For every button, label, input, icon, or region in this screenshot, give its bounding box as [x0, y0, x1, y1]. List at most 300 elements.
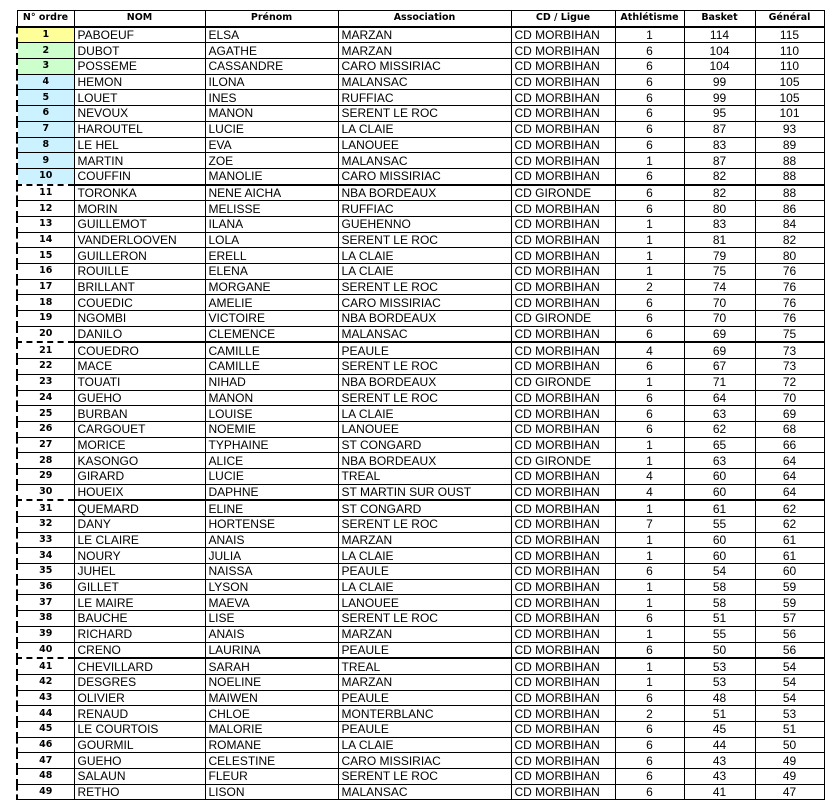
cell-basket: 75	[684, 264, 755, 280]
cell-athletisme: 6	[615, 753, 684, 769]
table-row	[17, 311, 824, 327]
cell-association: LA CLAIE	[338, 121, 511, 137]
cell-basket: 53	[684, 658, 755, 674]
table-row	[17, 421, 824, 437]
table-row	[17, 59, 824, 75]
cell-cd-ligue: CD MORBIHAN	[511, 753, 615, 769]
cell-cd-ligue: CD MORBIHAN	[511, 468, 615, 484]
cell-cd-ligue: CD GIRONDE	[511, 374, 615, 390]
header-association: Association	[338, 11, 511, 27]
cell-general: 86	[755, 201, 824, 217]
cell-nom: CRENO	[74, 642, 205, 658]
ranking-table	[16, 10, 825, 800]
cell-cd-ligue: CD MORBIHAN	[511, 216, 615, 232]
cell-general: 105	[755, 90, 824, 106]
cell-prenom: CHLOE	[205, 706, 338, 722]
cell-rank: 15	[17, 248, 74, 264]
cell-association: LA CLAIE	[338, 737, 511, 753]
cell-prenom: TYPHAINE	[205, 437, 338, 453]
cell-athletisme: 4	[615, 342, 684, 358]
cell-basket: 80	[684, 201, 755, 217]
table-row	[17, 185, 824, 201]
cell-prenom: MAEVA	[205, 595, 338, 611]
cell-association: MALANSAC	[338, 326, 511, 342]
table-row	[17, 532, 824, 548]
cell-rank: 7	[17, 121, 74, 137]
cell-prenom: NENE AICHA	[205, 185, 338, 201]
cell-prenom: LISE	[205, 611, 338, 627]
cell-nom: SALAUN	[74, 769, 205, 785]
cell-rank: 20	[17, 326, 74, 342]
cell-rank: 41	[17, 658, 74, 674]
cell-athletisme: 1	[615, 248, 684, 264]
cell-general: 89	[755, 137, 824, 153]
cell-association: CARO MISSIRIAC	[338, 59, 511, 75]
cell-athletisme: 6	[615, 406, 684, 422]
cell-rank: 38	[17, 611, 74, 627]
cell-prenom: LOLA	[205, 232, 338, 248]
cell-prenom: ANAIS	[205, 532, 338, 548]
cell-nom: LE MAIRE	[74, 595, 205, 611]
cell-prenom: ILANA	[205, 216, 338, 232]
cell-cd-ligue: CD MORBIHAN	[511, 532, 615, 548]
cell-nom: NGOMBI	[74, 311, 205, 327]
cell-athletisme: 6	[615, 784, 684, 800]
cell-cd-ligue: CD MORBIHAN	[511, 769, 615, 785]
table-row	[17, 690, 824, 706]
cell-cd-ligue: CD MORBIHAN	[511, 27, 615, 43]
cell-prenom: CASSANDRE	[205, 59, 338, 75]
cell-nom: OLIVIER	[74, 690, 205, 706]
cell-rank: 8	[17, 137, 74, 153]
cell-association: CARO MISSIRIAC	[338, 753, 511, 769]
cell-rank: 27	[17, 437, 74, 453]
cell-rank: 42	[17, 674, 74, 690]
cell-general: 88	[755, 168, 824, 184]
table-row	[17, 737, 824, 753]
cell-basket: 95	[684, 106, 755, 122]
cell-association: TREAL	[338, 468, 511, 484]
cell-rank: 13	[17, 216, 74, 232]
cell-association: LANOUEE	[338, 595, 511, 611]
cell-general: 70	[755, 390, 824, 406]
cell-association: SERENT LE ROC	[338, 611, 511, 627]
cell-nom: COUEDRO	[74, 342, 205, 358]
cell-cd-ligue: CD MORBIHAN	[511, 674, 615, 690]
cell-cd-ligue: CD MORBIHAN	[511, 548, 615, 564]
cell-nom: KASONGO	[74, 453, 205, 469]
cell-association: GUEHENNO	[338, 216, 511, 232]
cell-cd-ligue: CD MORBIHAN	[511, 201, 615, 217]
cell-rank: 16	[17, 264, 74, 280]
cell-basket: 60	[684, 484, 755, 500]
table-row	[17, 153, 824, 169]
cell-athletisme: 1	[615, 27, 684, 43]
cell-athletisme: 1	[615, 579, 684, 595]
cell-general: 54	[755, 674, 824, 690]
table-row	[17, 453, 824, 469]
cell-rank: 37	[17, 595, 74, 611]
cell-basket: 58	[684, 579, 755, 595]
cell-prenom: ERELL	[205, 248, 338, 264]
cell-nom: GUEHO	[74, 753, 205, 769]
cell-rank: 49	[17, 784, 74, 800]
cell-association: CARO MISSIRIAC	[338, 295, 511, 311]
cell-general: 88	[755, 153, 824, 169]
cell-athletisme: 6	[615, 43, 684, 59]
cell-general: 59	[755, 595, 824, 611]
cell-general: 64	[755, 453, 824, 469]
cell-association: SERENT LE ROC	[338, 517, 511, 533]
cell-association: RUFFIAC	[338, 201, 511, 217]
cell-association: SERENT LE ROC	[338, 769, 511, 785]
cell-rank: 28	[17, 453, 74, 469]
table-row	[17, 279, 824, 295]
cell-athletisme: 1	[615, 216, 684, 232]
cell-nom: GUEHO	[74, 390, 205, 406]
cell-cd-ligue: CD MORBIHAN	[511, 390, 615, 406]
cell-association: NBA BORDEAUX	[338, 453, 511, 469]
cell-association: NBA BORDEAUX	[338, 311, 511, 327]
cell-nom: NEVOUX	[74, 106, 205, 122]
cell-nom: GIRARD	[74, 468, 205, 484]
cell-athletisme: 4	[615, 468, 684, 484]
cell-prenom: MORGANE	[205, 279, 338, 295]
cell-rank: 31	[17, 500, 74, 516]
cell-basket: 43	[684, 769, 755, 785]
cell-nom: DESGRES	[74, 674, 205, 690]
cell-prenom: MELISSE	[205, 201, 338, 217]
cell-general: 88	[755, 185, 824, 201]
cell-general: 110	[755, 59, 824, 75]
table-row	[17, 168, 824, 184]
cell-cd-ligue: CD MORBIHAN	[511, 342, 615, 358]
table-row	[17, 201, 824, 217]
cell-association: TREAL	[338, 658, 511, 674]
cell-general: 76	[755, 279, 824, 295]
cell-basket: 71	[684, 374, 755, 390]
table-row	[17, 390, 824, 406]
cell-general: 64	[755, 484, 824, 500]
cell-basket: 43	[684, 753, 755, 769]
cell-basket: 63	[684, 406, 755, 422]
cell-association: NBA BORDEAUX	[338, 374, 511, 390]
cell-prenom: ELINE	[205, 500, 338, 516]
cell-cd-ligue: CD MORBIHAN	[511, 437, 615, 453]
cell-athletisme: 6	[615, 421, 684, 437]
cell-nom: DANY	[74, 517, 205, 533]
cell-prenom: ELENA	[205, 264, 338, 280]
cell-association: MONTERBLANC	[338, 706, 511, 722]
table-row	[17, 626, 824, 642]
cell-cd-ligue: CD MORBIHAN	[511, 564, 615, 580]
cell-association: SERENT LE ROC	[338, 232, 511, 248]
cell-cd-ligue: CD MORBIHAN	[511, 595, 615, 611]
table-row	[17, 517, 824, 533]
table-row	[17, 137, 824, 153]
cell-athletisme: 2	[615, 706, 684, 722]
cell-athletisme: 6	[615, 564, 684, 580]
cell-prenom: NOEMIE	[205, 421, 338, 437]
table-row	[17, 484, 824, 500]
cell-rank: 17	[17, 279, 74, 295]
cell-prenom: DAPHNE	[205, 484, 338, 500]
cell-athletisme: 6	[615, 721, 684, 737]
cell-rank: 10	[17, 168, 74, 184]
cell-basket: 44	[684, 737, 755, 753]
cell-basket: 53	[684, 674, 755, 690]
cell-cd-ligue: CD MORBIHAN	[511, 74, 615, 90]
cell-athletisme: 1	[615, 595, 684, 611]
cell-cd-ligue: CD MORBIHAN	[511, 121, 615, 137]
header-athletisme: Athlétisme	[615, 11, 684, 27]
cell-general: 57	[755, 611, 824, 627]
cell-athletisme: 1	[615, 453, 684, 469]
header-cd-ligue: CD / Ligue	[511, 11, 615, 27]
cell-association: MALANSAC	[338, 153, 511, 169]
cell-general: 62	[755, 500, 824, 516]
cell-cd-ligue: CD MORBIHAN	[511, 500, 615, 516]
cell-nom: CHEVILLARD	[74, 658, 205, 674]
cell-rank: 9	[17, 153, 74, 169]
cell-rank: 35	[17, 564, 74, 580]
cell-prenom: AMELIE	[205, 295, 338, 311]
cell-rank: 45	[17, 721, 74, 737]
cell-prenom: ILONA	[205, 74, 338, 90]
cell-prenom: CAMILLE	[205, 359, 338, 375]
cell-association: LANOUEE	[338, 137, 511, 153]
cell-athletisme: 6	[615, 185, 684, 201]
cell-basket: 64	[684, 390, 755, 406]
cell-cd-ligue: CD MORBIHAN	[511, 517, 615, 533]
table-row	[17, 326, 824, 342]
cell-prenom: NAISSA	[205, 564, 338, 580]
cell-association: PEAULE	[338, 721, 511, 737]
cell-cd-ligue: CD MORBIHAN	[511, 421, 615, 437]
cell-general: 73	[755, 342, 824, 358]
table-row	[17, 548, 824, 564]
cell-cd-ligue: CD GIRONDE	[511, 311, 615, 327]
cell-nom: VANDERLOOVEN	[74, 232, 205, 248]
cell-athletisme: 1	[615, 674, 684, 690]
cell-athletisme: 6	[615, 74, 684, 90]
cell-athletisme: 6	[615, 390, 684, 406]
cell-general: 56	[755, 642, 824, 658]
cell-nom: GOURMIL	[74, 737, 205, 753]
cell-prenom: MANON	[205, 106, 338, 122]
cell-prenom: NOELINE	[205, 674, 338, 690]
cell-general: 59	[755, 579, 824, 595]
cell-rank: 46	[17, 737, 74, 753]
cell-rank: 22	[17, 359, 74, 375]
cell-association: SERENT LE ROC	[338, 279, 511, 295]
cell-nom: NOURY	[74, 548, 205, 564]
cell-general: 76	[755, 264, 824, 280]
cell-association: LA CLAIE	[338, 406, 511, 422]
cell-cd-ligue: CD MORBIHAN	[511, 737, 615, 753]
cell-basket: 83	[684, 137, 755, 153]
cell-rank: 43	[17, 690, 74, 706]
cell-cd-ligue: CD MORBIHAN	[511, 279, 615, 295]
cell-basket: 55	[684, 517, 755, 533]
cell-rank: 4	[17, 74, 74, 90]
cell-association: ST MARTIN SUR OUST	[338, 484, 511, 500]
cell-nom: DANILO	[74, 326, 205, 342]
cell-nom: DUBOT	[74, 43, 205, 59]
cell-prenom: ANAIS	[205, 626, 338, 642]
table-row	[17, 784, 824, 800]
cell-nom: MARTIN	[74, 153, 205, 169]
cell-nom: GUILLEMOT	[74, 216, 205, 232]
cell-general: 66	[755, 437, 824, 453]
cell-cd-ligue: CD MORBIHAN	[511, 59, 615, 75]
table-row	[17, 342, 824, 358]
cell-nom: COUFFIN	[74, 168, 205, 184]
cell-prenom: NIHAD	[205, 374, 338, 390]
cell-rank: 25	[17, 406, 74, 422]
table-row	[17, 232, 824, 248]
cell-general: 110	[755, 43, 824, 59]
cell-prenom: AGATHE	[205, 43, 338, 59]
cell-general: 49	[755, 769, 824, 785]
cell-rank: 44	[17, 706, 74, 722]
cell-general: 50	[755, 737, 824, 753]
cell-rank: 30	[17, 484, 74, 500]
cell-general: 82	[755, 232, 824, 248]
cell-general: 56	[755, 626, 824, 642]
table-row	[17, 721, 824, 737]
cell-general: 115	[755, 27, 824, 43]
cell-general: 53	[755, 706, 824, 722]
cell-rank: 3	[17, 59, 74, 75]
cell-nom: QUEMARD	[74, 500, 205, 516]
table-row	[17, 106, 824, 122]
cell-cd-ligue: CD MORBIHAN	[511, 784, 615, 800]
cell-cd-ligue: CD MORBIHAN	[511, 359, 615, 375]
cell-cd-ligue: CD MORBIHAN	[511, 326, 615, 342]
cell-rank: 40	[17, 642, 74, 658]
cell-athletisme: 6	[615, 121, 684, 137]
cell-basket: 61	[684, 500, 755, 516]
cell-cd-ligue: CD MORBIHAN	[511, 248, 615, 264]
cell-athletisme: 6	[615, 326, 684, 342]
table-row	[17, 753, 824, 769]
cell-cd-ligue: CD MORBIHAN	[511, 642, 615, 658]
cell-prenom: LAURINA	[205, 642, 338, 658]
cell-prenom: JULIA	[205, 548, 338, 564]
cell-general: 105	[755, 74, 824, 90]
cell-rank: 1	[17, 27, 74, 43]
cell-prenom: INES	[205, 90, 338, 106]
cell-basket: 114	[684, 27, 755, 43]
cell-athletisme: 1	[615, 658, 684, 674]
cell-rank: 39	[17, 626, 74, 642]
cell-rank: 48	[17, 769, 74, 785]
cell-rank: 2	[17, 43, 74, 59]
header-basket: Basket	[684, 11, 755, 27]
cell-association: MARZAN	[338, 674, 511, 690]
cell-association: MARZAN	[338, 43, 511, 59]
cell-athletisme: 6	[615, 359, 684, 375]
cell-cd-ligue: CD MORBIHAN	[511, 611, 615, 627]
cell-nom: LE HEL	[74, 137, 205, 153]
cell-cd-ligue: CD MORBIHAN	[511, 406, 615, 422]
cell-basket: 51	[684, 611, 755, 627]
cell-athletisme: 1	[615, 153, 684, 169]
cell-rank: 6	[17, 106, 74, 122]
cell-rank: 12	[17, 201, 74, 217]
cell-nom: TOUATI	[74, 374, 205, 390]
header-general: Général	[755, 11, 824, 27]
cell-nom: LE COURTOIS	[74, 721, 205, 737]
cell-nom: LOUET	[74, 90, 205, 106]
cell-cd-ligue: CD MORBIHAN	[511, 137, 615, 153]
cell-nom: LE CLAIRE	[74, 532, 205, 548]
cell-athletisme: 1	[615, 626, 684, 642]
table-row	[17, 564, 824, 580]
cell-prenom: ALICE	[205, 453, 338, 469]
cell-cd-ligue: CD MORBIHAN	[511, 106, 615, 122]
cell-basket: 74	[684, 279, 755, 295]
cell-cd-ligue: CD MORBIHAN	[511, 658, 615, 674]
cell-association: SERENT LE ROC	[338, 106, 511, 122]
cell-basket: 48	[684, 690, 755, 706]
table-row	[17, 579, 824, 595]
cell-cd-ligue: CD GIRONDE	[511, 185, 615, 201]
cell-prenom: HORTENSE	[205, 517, 338, 533]
cell-general: 68	[755, 421, 824, 437]
cell-general: 64	[755, 468, 824, 484]
cell-athletisme: 6	[615, 690, 684, 706]
cell-prenom: MANON	[205, 390, 338, 406]
cell-nom: GUILLERON	[74, 248, 205, 264]
table-row	[17, 406, 824, 422]
cell-basket: 104	[684, 43, 755, 59]
cell-nom: GILLET	[74, 579, 205, 595]
cell-nom: BRILLANT	[74, 279, 205, 295]
cell-basket: 81	[684, 232, 755, 248]
cell-athletisme: 6	[615, 90, 684, 106]
cell-prenom: CLEMENCE	[205, 326, 338, 342]
cell-athletisme: 6	[615, 137, 684, 153]
cell-general: 54	[755, 690, 824, 706]
cell-basket: 83	[684, 216, 755, 232]
cell-general: 62	[755, 517, 824, 533]
cell-athletisme: 4	[615, 484, 684, 500]
cell-prenom: MAIWEN	[205, 690, 338, 706]
cell-prenom: MANOLIE	[205, 168, 338, 184]
cell-athletisme: 6	[615, 611, 684, 627]
cell-general: 75	[755, 326, 824, 342]
cell-association: MARZAN	[338, 532, 511, 548]
header-rank: N° ordre	[17, 11, 74, 27]
cell-rank: 19	[17, 311, 74, 327]
cell-cd-ligue: CD MORBIHAN	[511, 579, 615, 595]
cell-association: SERENT LE ROC	[338, 390, 511, 406]
cell-basket: 60	[684, 468, 755, 484]
cell-association: LA CLAIE	[338, 264, 511, 280]
cell-rank: 47	[17, 753, 74, 769]
cell-cd-ligue: CD MORBIHAN	[511, 706, 615, 722]
cell-basket: 41	[684, 784, 755, 800]
cell-prenom: ZOE	[205, 153, 338, 169]
cell-general: 61	[755, 532, 824, 548]
cell-prenom: EVA	[205, 137, 338, 153]
cell-association: ST CONGARD	[338, 500, 511, 516]
table-row	[17, 642, 824, 658]
cell-cd-ligue: CD MORBIHAN	[511, 626, 615, 642]
cell-prenom: LUCIE	[205, 121, 338, 137]
